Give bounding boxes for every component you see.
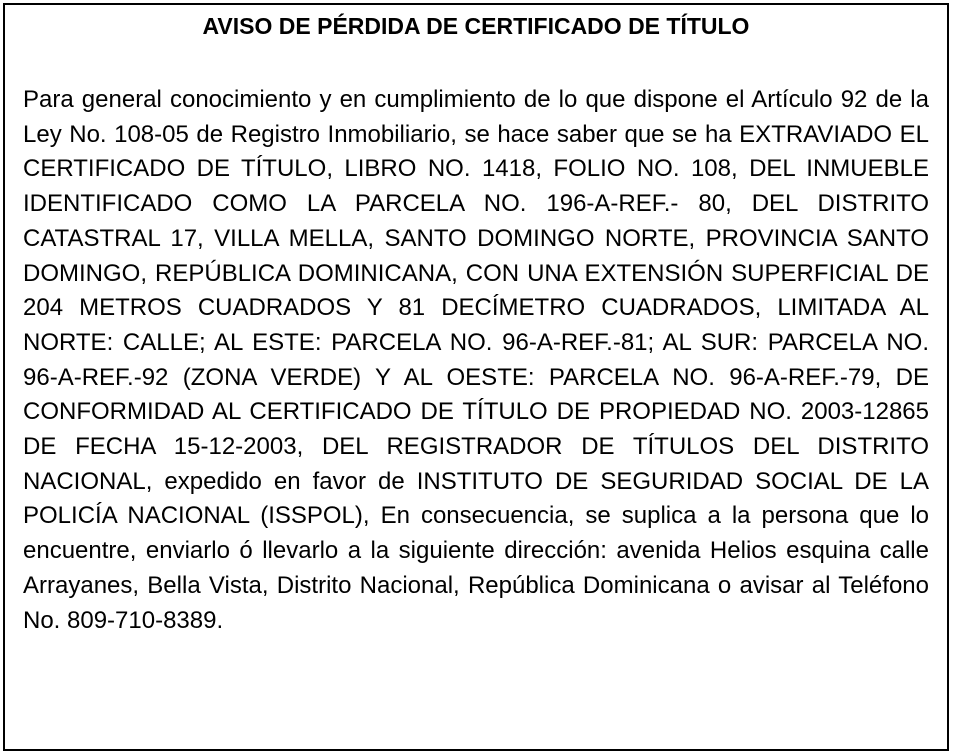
notice-body: Para general conocimiento y en cumplimiento de lo que dispone el Artículo 92 de la Ley No. 108-05 de Registro Inmobiliario, se hace saber que se ha EXTRAVIADO EL CERTIFICADO DE TÍTULO, LIBRO NO. 1418, FOLIO NO. 108, DEL INMUEBLE IDENTIFICADO COMO LA PARCELA NO. 196-A-REF.- 80, DEL DISTRITO CATASTRAL 17, VILLA MELLA, SANTO DOMINGO NORTE, PROVINCIA SANTO DOMINGO, REPÚBLICA DOMINICANA, CON UNA EXTENSIÓN SUPERFICIAL DE 204 METROS CUADRADOS Y 81 DECÍMETRO CUADRADOS, LIMITADA AL NORTE: CALLE; AL ESTE: PARCELA NO. 96-A-REF.-81; AL SUR: PARCELA NO. 96-A-REF.-92 (ZONA VERDE) Y AL OESTE: PARCELA NO. 96-A-REF.-79, DE CONFORMIDAD AL CERTIFICADO DE TÍTULO DE PROPIEDAD NO. 2003-12865 DE FECHA 15-12-2003, DEL REGISTRADOR DE TÍTULOS DEL DISTRITO NACIONAL, expedido en favor de INSTITUTO DE SEGURIDAD SOCIAL DE LA POLICÍA NACIONAL (ISSPOL), En consecuencia, se suplica a la persona que lo encuentre, enviarlo ó llevarlo a la siguiente dirección: avenida Helios esquina calle Arrayanes, Bella Vista, Distrito Nacional, República Dominicana o avisar al Teléfono No. 809-710-8389. — [23, 86, 929, 634]
notice-title: AVISO DE PÉRDIDA DE CERTIFICADO DE TÍTULO — [202, 13, 750, 39]
notice-box — [3, 3, 949, 751]
